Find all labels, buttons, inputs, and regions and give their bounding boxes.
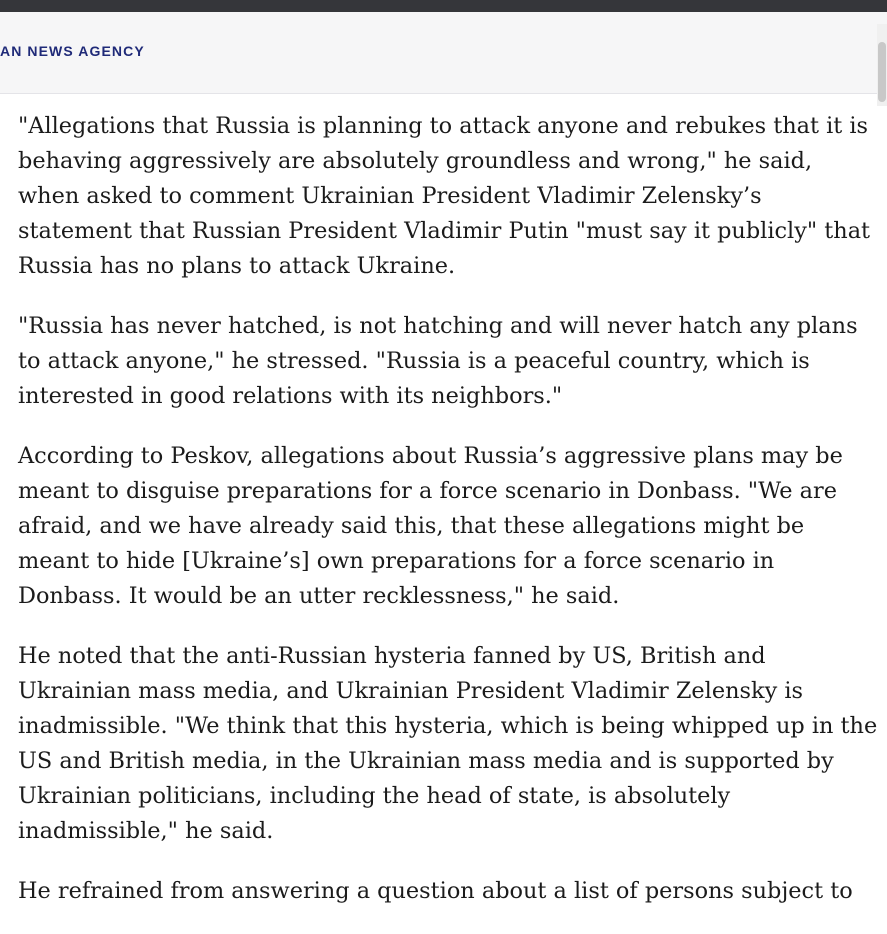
header-scrollbar[interactable] xyxy=(877,24,887,106)
article-paragraph-3: According to Peskov, allegations about Russia’s aggressive plans may be meant to disguise preparations for a force scenario in Donbass. "We are afraid, and we have already said this, that these allegations might be meant to hide [Ukraine’s] own preparations for a force scenario in Donbass. It would be an utter recklessness," he said. xyxy=(18,443,843,609)
article-paragraph-5: He refrained from answering a question about a list of persons subject to xyxy=(18,878,853,904)
header-scrollbar-thumb[interactable] xyxy=(878,42,886,102)
article-paragraph-1: "Allegations that Russia is planning to attack anyone and rebukes that it is behaving aggressively are absolutely groundless and wrong," he said, when asked to comment Ukrainian President Vladimir Zelensky’s statement that Russian President Vladimir Putin "must say it publicly" that Russia has no plans to attack Ukraine. xyxy=(18,113,871,279)
article-paragraph-2: "Russia has never hatched, is not hatching and will never hatch any plans to attack anyone," he stressed. "Russia is a peaceful country, which is interested in good relations with its neighbors." xyxy=(18,313,858,409)
site-brand-link[interactable]: AN NEWS AGENCY xyxy=(0,43,145,59)
article-body xyxy=(18,109,878,934)
article-paragraph-4: He noted that the anti-Russian hysteria fanned by US, British and Ukrainian mass media, and Ukrainian President Vladimir Zelensky is inadmissible. "We think that this hysteria, which is being whipped up in the US and British media, in the Ukrainian mass media and is supported by Ukrainian politicians, including the head of state, is absolutely inadmissible," he said. xyxy=(18,643,878,844)
site-header xyxy=(0,12,887,94)
browser-top-bar xyxy=(0,0,887,12)
